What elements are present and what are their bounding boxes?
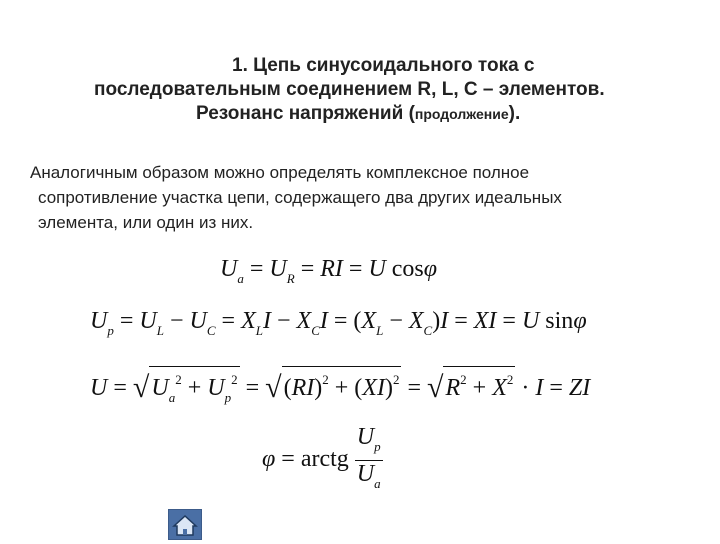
- paragraph-line-3: элемента, или один из них.: [38, 213, 254, 232]
- formula-1: $U_a = U_R$ = RI = U cosφ: [220, 256, 438, 286]
- formula-3: $U = √U_a^2 + U_p^2 = √(RI)^2 + (XI)^2 = √R^2 + X^2 \cdot I$ = ZI: [90, 366, 590, 411]
- slide-title: [90, 54, 650, 126]
- title-line-1: 1. Цепь синусоидального тока с: [232, 55, 535, 76]
- paragraph-line-1: Аналогичным образом можно определять комплексное полное: [30, 163, 530, 182]
- home-button[interactable]: [168, 509, 202, 540]
- formula-4: φ = arctg $\frac{U_p}{U_a}$: [262, 424, 383, 497]
- body-paragraph: [30, 160, 680, 235]
- paragraph-line-2: сопротивление участка цепи, содержащего два других идеальных: [38, 188, 562, 207]
- formula-2: $U_p = U_L - U_C = X_LI - X_CI = (X_L - X_C)I$ = XI = U sinφ: [90, 308, 587, 338]
- home-icon: [169, 510, 201, 539]
- fraction: $\frac{U_p}{U_a}$: [356, 424, 381, 491]
- title-line-3: Резонанс напряжений (продолжение).: [196, 103, 521, 124]
- title-line-2: последовательным соединением R, L, C – элементов.: [94, 79, 605, 100]
- title-continuation: продолжение: [414, 106, 509, 122]
